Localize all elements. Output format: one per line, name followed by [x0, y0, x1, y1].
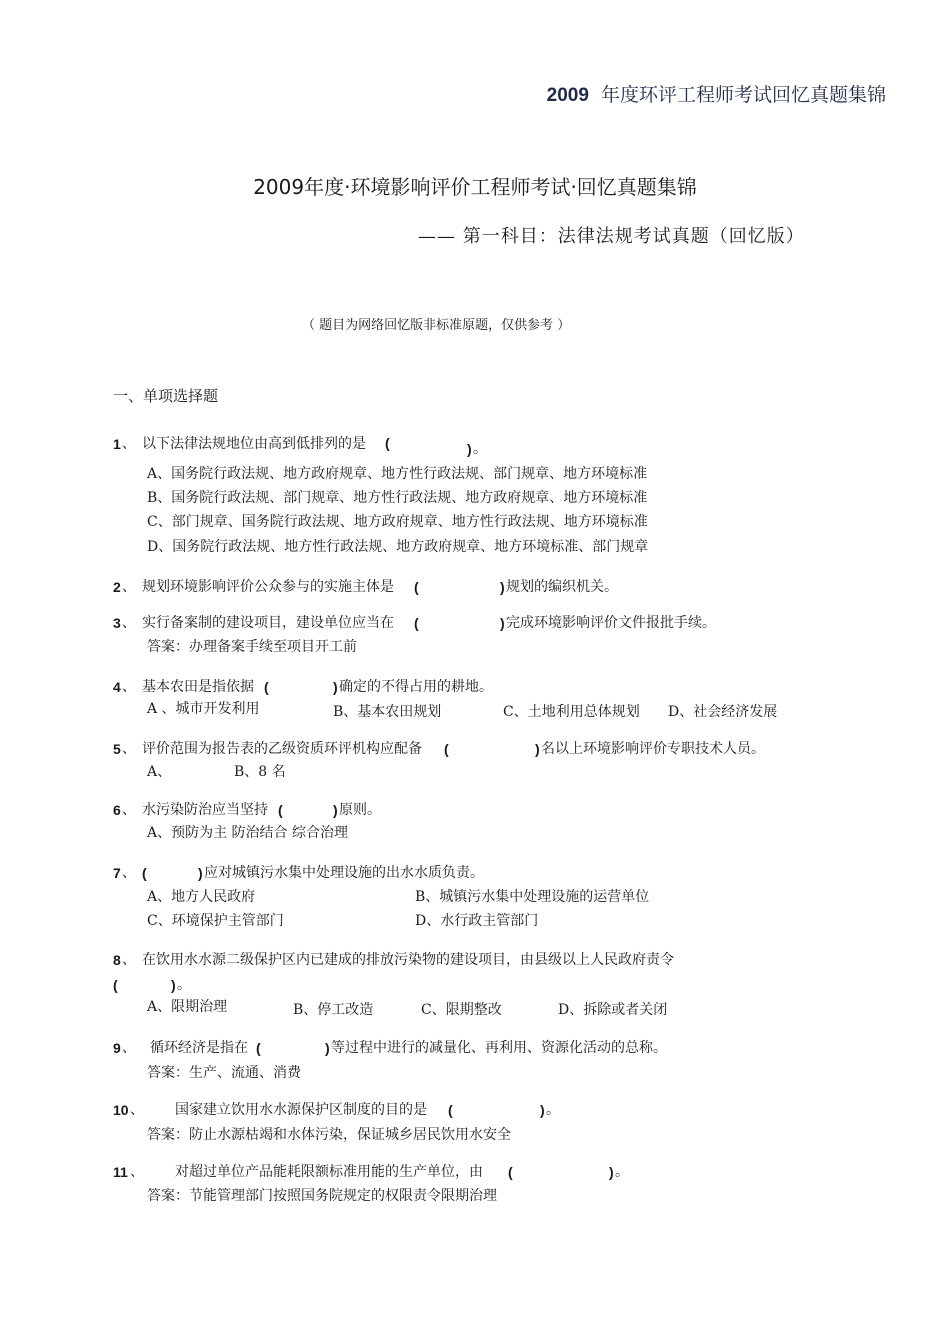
blank-open: ( — [444, 741, 449, 757]
question-text: 实行备案制的建设项目，建设单位应当在 — [142, 615, 394, 631]
question-number: 4 — [113, 679, 121, 695]
blank-open: ( — [448, 1102, 453, 1118]
question-number: 7 — [113, 865, 121, 881]
header-title: 年度环评工程师考试回忆真题集锦 — [600, 84, 886, 106]
question-text-after: 规划的编织机关。 — [506, 579, 618, 595]
blank-close: ) — [500, 579, 505, 595]
option-b: B、8 名 — [234, 764, 286, 780]
document-title: 2009年度·环境影响评价工程师考试·回忆真题集锦 — [253, 175, 697, 199]
blank-close: ) — [171, 977, 176, 993]
blank-open: ( — [113, 977, 118, 993]
blank-close: ) — [333, 802, 338, 818]
blank-open: ( — [142, 865, 147, 881]
question-text: 循环经济是指在 — [150, 1040, 248, 1056]
blank-close: ) — [540, 1102, 545, 1118]
blank-open: ( — [264, 679, 269, 695]
question-text-after: 。 — [615, 1164, 629, 1180]
blank-close: ) — [325, 1040, 330, 1056]
blank-close: ) — [609, 1164, 614, 1180]
blank-open: ( — [414, 579, 419, 595]
question-number: 2 — [113, 579, 121, 595]
option-b: B、基本农田规划 — [333, 704, 442, 720]
option-d: D、社会经济发展 — [668, 704, 778, 720]
question-text: 在饮用水水源二级保护区内已建成的排放污染物的建设项目，由县级以上人民政府责令 — [142, 952, 674, 968]
question-separator: 、 — [130, 1102, 144, 1118]
question-separator: 、 — [122, 741, 136, 757]
answer-text: 答案：生产、流通、消费 — [147, 1065, 301, 1081]
option-b: B、城镇污水集中处理设施的运营单位 — [415, 889, 650, 905]
question-text: 评价范围为报告表的乙级资质环评机构应配备 — [142, 741, 422, 757]
answer-text: 答案：办理备案手续至项目开工前 — [147, 639, 357, 655]
option-a: A、地方人民政府 — [147, 889, 256, 905]
blank-close: ) — [467, 441, 472, 457]
blank-open: ( — [385, 435, 390, 451]
blank-open: ( — [414, 615, 419, 631]
question-text-after: 名以上环境影响评价专职技术人员。 — [541, 741, 765, 757]
question-text-after: 完成环境影响评价文件报批手续。 — [506, 615, 716, 631]
section-heading: 一、单项选择题 — [113, 387, 219, 405]
document-subtitle: —— 第一科目：法律法规考试真题（回忆版） — [418, 226, 805, 247]
question-number: 11 — [113, 1164, 128, 1180]
option-b: B、国务院行政法规、部门规章、地方性行政法规、地方政府规章、地方环境标准 — [147, 490, 648, 506]
question-text: 水污染防治应当坚持 — [142, 802, 268, 818]
blank-close: ) — [333, 679, 338, 695]
header-year: 2009 — [546, 85, 589, 106]
blank-open: ( — [508, 1164, 513, 1180]
question-text: 以下法律法规地位由高到低排列的是 — [142, 436, 366, 452]
question-text: 对超过单位产品能耗限额标准用能的生产单位，由 — [175, 1164, 483, 1180]
question-separator: 、 — [122, 615, 136, 631]
question-separator: 、 — [122, 1040, 136, 1056]
question-number: 8 — [113, 952, 121, 968]
question-text-after: 。 — [473, 441, 487, 457]
question-text-after: 原则。 — [339, 802, 381, 818]
answer-text: 答案：防止水源枯竭和水体污染，保证城乡居民饮用水安全 — [147, 1127, 511, 1143]
running-header — [547, 86, 886, 105]
option-c: C、环境保护主管部门 — [147, 913, 284, 929]
question-text: 基本农田是指依据 — [142, 679, 254, 695]
option-a: A 、城市开发利用 — [147, 701, 260, 717]
option-a: A、 — [147, 764, 172, 780]
question-separator: 、 — [122, 952, 136, 968]
option-d: D、水行政主管部门 — [415, 913, 539, 929]
option-d: D、拆除或者关闭 — [558, 1002, 668, 1018]
option-d: D、国务院行政法规、地方性行政法规、地方政府规章、地方环境标准、部门规章 — [147, 539, 649, 555]
question-number: 6 — [113, 802, 121, 818]
question-number: 3 — [113, 615, 121, 631]
blank-close: ) — [535, 741, 540, 757]
option-a: A、限期治理 — [147, 999, 228, 1015]
question-text-after: 。 — [546, 1102, 560, 1118]
question-number: 9 — [113, 1040, 121, 1056]
option-c: C、限期整改 — [421, 1002, 502, 1018]
question-number: 10 — [113, 1102, 129, 1118]
answer-text: A、预防为主 防治结合 综合治理 — [147, 825, 349, 841]
blank-open: ( — [278, 802, 283, 818]
option-b: B、停工改造 — [293, 1002, 374, 1018]
answer-text: 答案：节能管理部门按照国务院规定的权限责令限期治理 — [147, 1188, 497, 1204]
question-separator: 、 — [130, 1164, 144, 1180]
option-c: C、部门规章、国务院行政法规、地方政府规章、地方性行政法规、地方环境标准 — [147, 514, 648, 530]
question-text: 国家建立饮用水水源保护区制度的目的是 — [175, 1102, 427, 1118]
option-a: A、国务院行政法规、地方政府规章、地方性行政法规、部门规章、地方环境标准 — [147, 466, 648, 482]
question-number: 1 — [113, 436, 121, 452]
question-separator: 、 — [122, 802, 136, 818]
disclaimer-note: （ 题目为网络回忆版非标准原题，仅供参考 ） — [302, 318, 571, 333]
question-separator: 、 — [122, 579, 136, 595]
question-text-after: 。 — [177, 977, 191, 993]
blank-close: ) — [500, 615, 505, 631]
blank-close: ) — [198, 865, 203, 881]
blank-open: ( — [256, 1040, 261, 1056]
question-text-after: 确定的不得占用的耕地。 — [339, 679, 493, 695]
question-separator: 、 — [122, 865, 136, 881]
question-text-after: 等过程中进行的减量化、再利用、资源化活动的总称。 — [331, 1040, 667, 1056]
question-text: 规划环境影响评价公众参与的实施主体是 — [142, 579, 394, 595]
question-text-after: 应对城镇污水集中处理设施的出水水质负责。 — [204, 865, 484, 881]
question-number: 5 — [113, 741, 121, 757]
question-separator: 、 — [122, 436, 136, 452]
question-separator: 、 — [122, 679, 136, 695]
option-c: C、土地利用总体规划 — [503, 704, 640, 720]
